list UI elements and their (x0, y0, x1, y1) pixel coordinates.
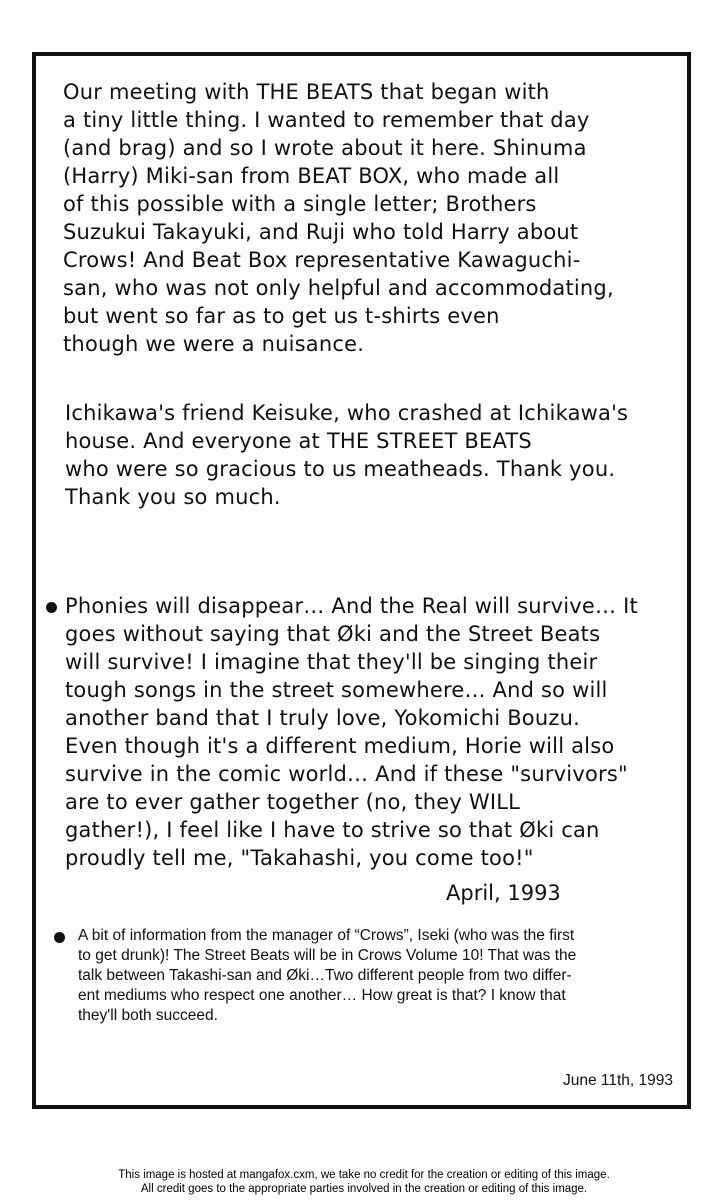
disclaimer-line-2: All credit goes to the appropriate parties involved in the creation or editing of this image. (140, 1183, 588, 1195)
signature-date-june: June 11th, 1993 (562, 1072, 673, 1089)
text-panel (32, 52, 691, 1109)
paragraph-thanks-beats: Our meeting with THE BEATS that began with a tiny little thing. I wanted to remember that day (and brag) and so I wrote about it here. Shinuma (Harry) Miki-san from BEAT BOX, who made all of this possible with a single letter; Brothers Suzukui Takayuki, and Ruji who told Harry about Crows! And Beat Box representative Kawaguchi- san, who was not only helpful and accommodating, but went so far as to get us t-shirts even though we were a nuisance. (63, 80, 614, 356)
hosting-disclaimer (0, 1168, 728, 1196)
bullet-icon (46, 602, 57, 613)
bullet-icon (54, 932, 65, 943)
disclaimer-line-1: This image is hosted at mangafox.cxm, we take no credit for the creation or editing of this image. (118, 1169, 610, 1181)
signature-date-april: April, 1993 (446, 881, 561, 905)
paragraph-survivors: Phonies will disappear… And the Real will survive… It goes without saying that Øki and the Street Beats will survive! I imagine that they'll be singing their tough songs in the street somewhere… And so will another band that I truly love, Yokomichi Bouzu. Even though it's a different medium, Horie will also survive in the comic world… And if these "survivors" are to ever gather together (no, they WILL gather!), I feel like I have to strive so that Øki can proudly tell me, "Takahashi, you come too!" (65, 594, 638, 870)
paragraph-thanks-street-beats: Ichikawa's friend Keisuke, who crashed at Ichikawa's house. And everyone at THE STREET BEATS who were so gracious to us meatheads. Thank you. Thank you so much. (65, 401, 629, 509)
manager-note: A bit of information from the manager of “Crows”, Iseki (who was the first to get drunk)! The Street Beats will be in Crows Volume 10! That was the talk between Takashi-san and Øki…Two different people from two differ- ent mediums who respect one another… How great is that? I know that they'll both succeed. (78, 927, 577, 1024)
